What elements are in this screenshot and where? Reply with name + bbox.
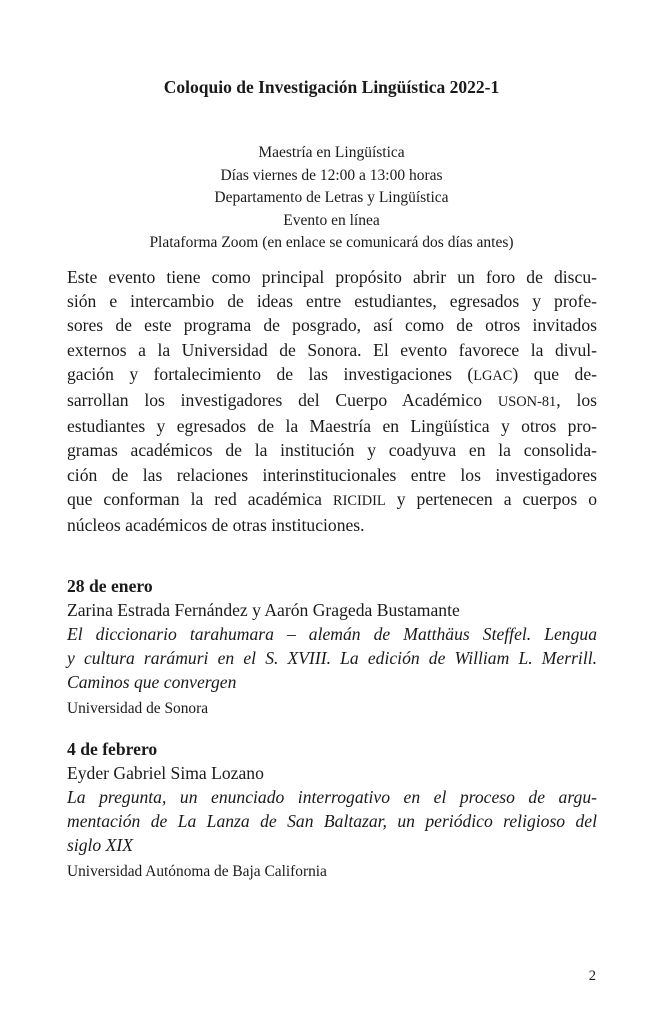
event-info [0, 142, 663, 255]
department-line: Departamento de Letras y Lingüística [214, 189, 449, 206]
session-title-line: y cultura rarámuri en el S. XVIII. La edición de William L. Merrill. [67, 648, 597, 669]
intro-line: Este evento tiene como principal propósito abrir un foro de discu- [67, 267, 597, 287]
intro-line: núcleos académicos de otras instituciones. [67, 515, 365, 536]
session-date: 28 de enero [67, 576, 153, 596]
intro-line: sores de este programa de posgrado, así como de otros invitados [67, 315, 597, 336]
intro-text: , los [556, 390, 597, 411]
session-entry [67, 737, 597, 884]
intro-line: sión e intercambio de ideas entre estudiantes, egresados y profe- [67, 291, 597, 312]
intro-line: ción de las relaciones interinstitucionales entre los investigadores [67, 464, 597, 485]
session-title [67, 785, 597, 858]
acronym-ricidil: RICIDIL [332, 492, 386, 509]
intro-text: gación y fortalecimiento de las investigaciones ( [67, 363, 474, 384]
intro-line: gramas académicos de la institución y coadyuva en la consolida- [67, 440, 597, 461]
intro-line [67, 388, 597, 414]
intro-line: estudiantes y egresados de la Maestría en Lingüística y otros pro- [67, 416, 597, 437]
session-institution: Universidad Autónoma de Baja California [67, 862, 327, 880]
session-title-line: La pregunta, un enunciado interrogativo en el proceso de argu- [67, 787, 597, 807]
intro-line [67, 487, 597, 513]
session-title-line: siglo XIX [67, 835, 133, 856]
acronym-lgac: LGAC [473, 367, 513, 384]
program-line: Maestría en Lingüística [258, 144, 405, 161]
platform-line: Plataforma Zoom (en enlace se comunicará dos días antes) [149, 234, 514, 251]
session-title-line: El diccionario tarahumara – alemán de Matthäus Steffel. Lengua [67, 624, 597, 644]
session-title-line: mentación de La Lanza de San Baltazar, un periódico religioso del [67, 811, 597, 832]
page-number: 2 [588, 968, 596, 984]
intro-line: externos a la Universidad de Sonora. El evento favorece la divul- [67, 339, 597, 360]
intro-paragraph [67, 265, 597, 537]
session-authors: Eyder Gabriel Sima Lozano [67, 763, 264, 783]
intro-text: ) que de- [512, 363, 597, 384]
intro-text: que conforman la red académica [67, 488, 333, 509]
session-title [67, 622, 597, 695]
session-title-line: Caminos que convergen [67, 672, 237, 693]
acronym-uson: USON-81 [497, 394, 557, 411]
schedule-line: Días viernes de 12:00 a 13:00 horas [220, 166, 443, 184]
page-title: Coloquio de Investigación Lingüística 2022-1 [163, 77, 500, 97]
session-entry [67, 574, 597, 721]
modality-line: Evento en línea [283, 211, 380, 229]
intro-line [67, 362, 597, 388]
intro-text: y pertenecen a cuerpos o [385, 488, 597, 509]
session-authors: Zarina Estrada Fernández y Aarón Grageda Bustamante [67, 600, 460, 620]
intro-text: sarrollan los investigadores del Cuerpo Académico [67, 390, 498, 411]
session-date: 4 de febrero [67, 739, 158, 759]
session-institution: Universidad de Sonora [67, 699, 209, 717]
